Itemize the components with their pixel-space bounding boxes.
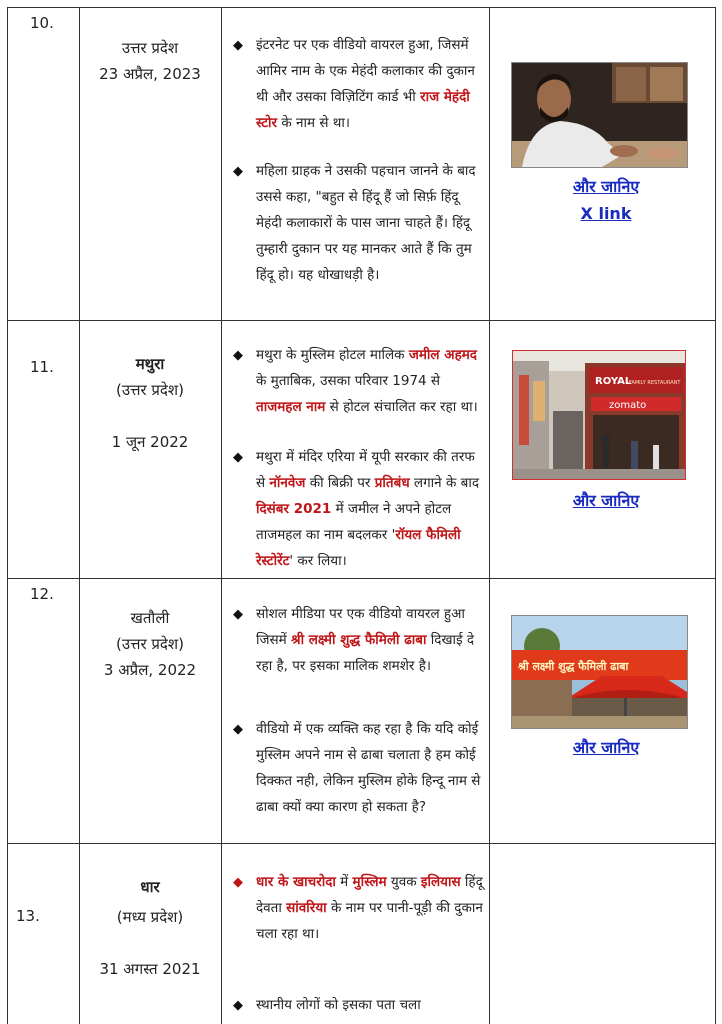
row-number: 12.	[30, 585, 54, 603]
diamond-bullet-icon: ◆	[233, 722, 243, 737]
location-date: 3 अप्रैल, 2022	[103, 661, 197, 679]
bullet-point	[233, 32, 483, 136]
location-state: उत्तर प्रदेश	[121, 39, 179, 57]
read-more-link[interactable]: और जानिए	[572, 491, 640, 510]
bullet-text: महिला ग्राहक ने उसकी पहचान जानने के बाद उससे कहा, "बहुत से हिंदू हैं जो सिर्फ़ हिंदू मेहंदी कलाकारों के पास जाना चाहते हैं। हिंदू तुम्हारी दुकान पर यह मानकर आते हैं कि तुम हिंदू हो। यह धोखाधड़ी है।	[256, 163, 476, 283]
location-state: (मध्य प्रदेश)	[116, 908, 184, 926]
location-cell	[80, 351, 220, 455]
row-divider	[7, 320, 716, 321]
bullet-text: इंटरनेट पर एक वीडियो वायरल हुआ, जिसमें आमिर नाम के एक मेहंदी कलाकार की दुकान थी और उसका विज़िटिंग कार्ड भी राज मेहंदी स्टोर के नाम से था।	[256, 37, 475, 131]
diamond-bullet-icon: ◆	[233, 348, 243, 363]
bullet-text: वीडियो में एक व्यक्ति कह रहा है कि यदि कोई मुस्लिम अपने नाम से ढाबा चलाता है हम कोई दिक्कत नही, लेकिन मुस्लिम होके हिन्दू नाम से ढाबा क्यों क्या कारण हो सकता है?	[256, 721, 481, 815]
read-more-link[interactable]: और जानिए	[572, 177, 640, 196]
news-photo-mehndi-artist	[511, 62, 688, 168]
dhaba-sign-text: श्री लक्ष्मी शुद्ध फैमिली ढाबा	[518, 660, 629, 673]
read-more-link[interactable]: और जानिए	[572, 738, 640, 757]
diamond-bullet-icon: ◆	[233, 998, 243, 1013]
bullet-text: धार के खाचरोदा में मुस्लिम युवक इलियास हिंदू देवता सांवरिया के नाम पर पानी-पूड़ी की दुकान चला रहा था।	[256, 874, 483, 942]
diamond-bullet-icon: ◆	[233, 607, 243, 622]
table-border-top	[7, 7, 716, 8]
col-divider	[7, 7, 8, 1024]
location-cell	[80, 874, 220, 982]
location-date: 23 अप्रैल, 2023	[99, 65, 201, 83]
photo-illustration	[513, 351, 685, 479]
col-divider	[79, 7, 80, 1024]
col-divider	[221, 7, 222, 1024]
bullet-point	[233, 716, 483, 820]
bullet-point	[233, 992, 483, 1018]
row-number: 11.	[30, 358, 54, 376]
location-city: मथुरा	[135, 355, 165, 373]
row-divider	[7, 578, 716, 579]
zomato-sign-text: zomato	[609, 400, 647, 411]
x-link[interactable]: X link	[580, 204, 632, 223]
news-photo-dhaba	[511, 615, 688, 729]
location-state: (उत्तर प्रदेश)	[116, 381, 184, 399]
bullet-point	[233, 158, 483, 288]
hotel-sign-text: ROYAL	[595, 376, 632, 387]
location-cell	[80, 605, 220, 683]
location-date: 1 जून 2022	[111, 433, 189, 451]
photo-illustration	[512, 63, 687, 167]
col-divider	[489, 7, 490, 1024]
diamond-bullet-icon: ◆	[233, 164, 243, 179]
location-date: 31 अगस्त 2021	[99, 960, 201, 978]
col-divider	[715, 7, 716, 1024]
bullet-point	[233, 444, 483, 574]
bullet-text: मथुरा में मंदिर एरिया में यूपी सरकार की तरफ से नॉनवेज की बिक्री पर प्रतिबंध लगाने के बाद दिसंबर 2021 में जमील ने अपने होटल ताजमहल का नाम बदलकर 'रॉयल फैमिली रेस्टोरेंट' कर लिया।	[256, 449, 479, 569]
bullet-text: स्थानीय लोगों को इसका पता चला	[256, 997, 421, 1013]
diamond-bullet-icon: ◆	[233, 875, 243, 890]
location-cell	[80, 35, 220, 87]
news-photo-hotel	[512, 350, 686, 480]
bullet-point	[233, 342, 483, 420]
location-city: खतौली	[130, 609, 170, 627]
bullet-text: मथुरा के मुस्लिम होटल मालिक जमील अहमद के मुताबिक, उसका परिवार 1974 से ताजमहल नाम से होटल संचालित कर रहा था।	[256, 347, 478, 415]
bullet-point	[233, 601, 483, 679]
diamond-bullet-icon: ◆	[233, 38, 243, 53]
bullet-point	[233, 869, 483, 947]
location-city: धार	[140, 878, 160, 896]
row-divider	[7, 843, 716, 844]
row-number: 10.	[30, 14, 54, 32]
row-number: 13.	[16, 907, 40, 925]
hotel-sign-subtext: FAMILY RESTAURANT	[629, 380, 681, 386]
diamond-bullet-icon: ◆	[233, 450, 243, 465]
bullet-text: सोशल मीडिया पर एक वीडियो वायरल हुआ जिसमें श्री लक्ष्मी शुद्ध फैमिली ढाबा दिखाई दे रहा है, पर इसका मालिक शमशेर है।	[256, 606, 475, 674]
location-state: (उत्तर प्रदेश)	[116, 635, 184, 653]
photo-illustration	[512, 616, 687, 728]
